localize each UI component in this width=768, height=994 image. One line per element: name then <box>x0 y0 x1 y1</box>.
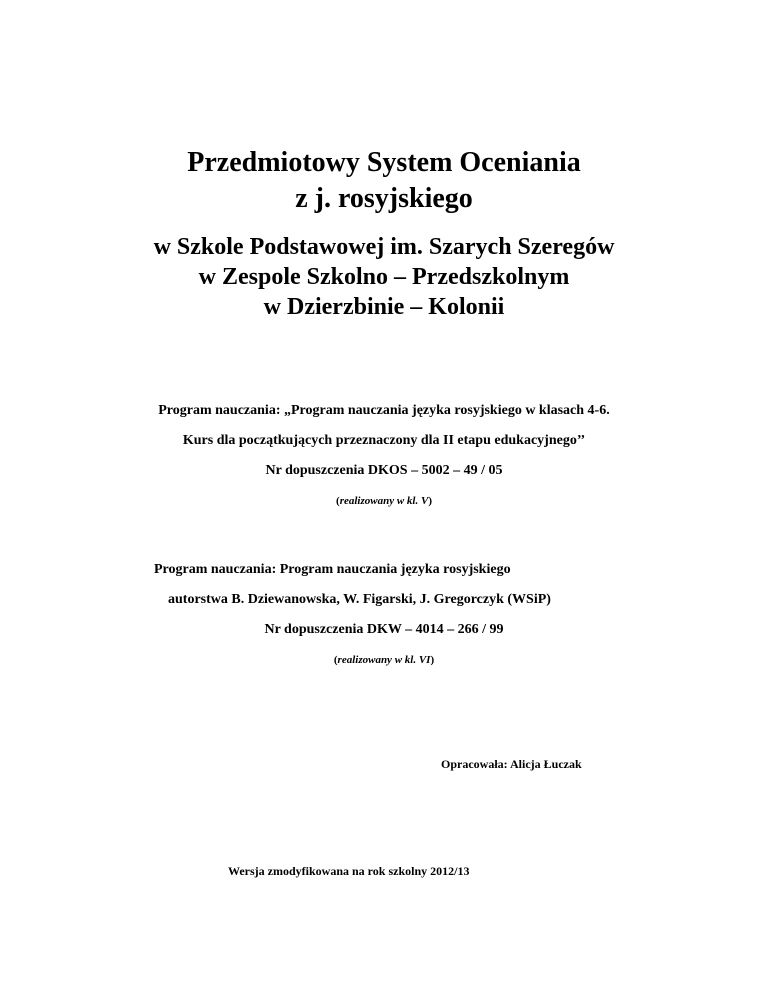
program1-note-close: ) <box>428 495 432 507</box>
program2-title-line1: Program nauczania: Program nauczania języka rosyjskiego <box>154 562 511 577</box>
program1-class-note <box>0 495 768 507</box>
program1-note-text: realizowany w kl. V <box>339 495 429 507</box>
version-note: Wersja zmodyfikowana na rok szkolny 2012/13 <box>228 864 470 878</box>
document-title-line1: Przedmiotowy System Oceniania <box>187 147 581 178</box>
program2-title-line2: autorstwa B. Dziewanowska, W. Figarski, J. Gregorczyk (WSiP) <box>168 592 551 607</box>
program2-class-note <box>0 654 768 666</box>
school-name-line1: w Szkole Podstawowej im. Szarych Szeregów <box>153 234 615 260</box>
author-credit: Opracowała: Alicja Łuczak <box>441 757 582 771</box>
program1-title-line1: Program nauczania: „Program nauczania języka rosyjskiego w klasach 4-6. <box>158 403 610 418</box>
document-title-line2: z j. rosyjskiego <box>295 183 473 214</box>
program1-note-open: ( <box>336 495 340 507</box>
program1-approval-number: Nr dopuszczenia DKOS – 5002 – 49 / 05 <box>265 463 503 478</box>
program1-title-line2: Kurs dla początkujących przeznaczony dla II etapu edukacyjnego’’ <box>182 433 586 448</box>
program2-note-text: realizowany w kl. VI <box>337 654 431 666</box>
program2-approval-number: Nr dopuszczenia DKW – 4014 – 266 / 99 <box>264 622 504 637</box>
school-name-line2: w Zespole Szkolno – Przedszkolnym <box>198 264 570 290</box>
program2-note-open: ( <box>333 654 338 666</box>
school-name-line3: w Dzierzbinie – Kolonii <box>263 294 505 320</box>
program2-note-close: ) <box>430 654 435 666</box>
